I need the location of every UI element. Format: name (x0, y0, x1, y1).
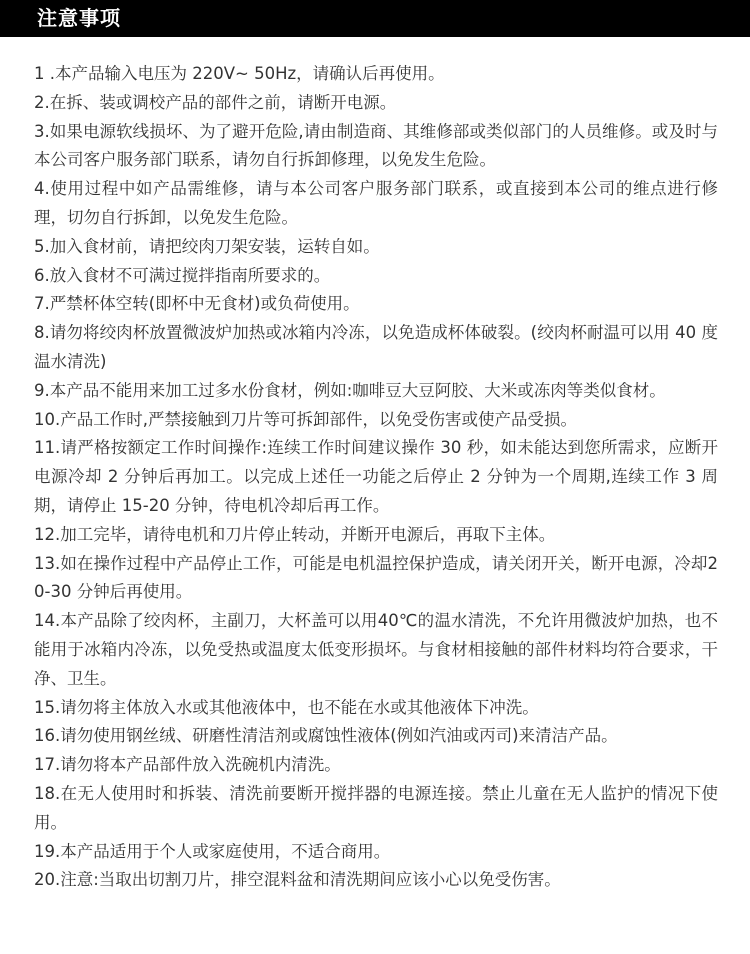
notice-list (34, 60, 718, 895)
notice-item-14: 14.本产品除了绞肉杯，主副刀，大杯盖可以用40℃的温水清洗，不允许用微波炉加热，也不能用于冰箱内冷冻，以免受热或温度太低变形损坏。与食材相接触的部件材料均符合要求，干净、卫生。 (34, 611, 718, 688)
page-title: 注意事项 (37, 6, 121, 30)
notice-item-15: 15.请勿将主体放入水或其他液体中，也不能在水或其他液体下冲洗。 (34, 697, 539, 717)
notice-item-19: 19.本产品适用于个人或家庭使用，不适合商用。 (34, 841, 391, 861)
notice-item-13: 13.如在操作过程中产品停止工作，可能是电机温控保护造成，请关闭开关，断开电源，冷却20-30 分钟后再使用。 (34, 553, 718, 602)
notice-item-20: 20.注意:当取出切割刀片，排空混料盆和清洗期间应该小心以免受伤害。 (34, 870, 561, 890)
notice-item-7: 7.严禁杯体空转(即杯中无食材)或负荷使用。 (34, 294, 360, 314)
notice-item-9: 9.本产品不能用来加工过多水份食材，例如:咖啡豆大豆阿胶、大米或冻肉等类似食材。 (34, 380, 666, 400)
notice-item-8: 8.请勿将绞肉杯放置微波炉加热或冰箱内冷冻，以免造成杯体破裂。(绞肉杯耐温可以用 40 度温水清洗) (34, 323, 718, 371)
notice-item-10: 10.产品工作时,严禁接触到刀片等可拆卸部件，以免受伤害或使产品受损。 (34, 409, 577, 429)
header-bar (0, 0, 750, 37)
notice-item-3: 3.如果电源软线损坏、为了避开危险,请由制造商、其维修部或类似部门的人员维修。或及时与本公司客户服务部门联系，请勿自行拆卸修理，以免发生危险。 (34, 121, 718, 170)
notice-item-17: 17.请勿将本产品部件放入洗碗机内清洗。 (34, 755, 341, 775)
notice-item-5: 5.加入食材前，请把绞肉刀架安装，运转自如。 (34, 236, 380, 256)
notice-item-4: 4.使用过程中如产品需维修，请与本公司客户服务部门联系，或直接到本公司的维点进行修理，切勿自行拆卸，以免发生危险。 (34, 179, 718, 227)
notice-item-16: 16.请勿使用钢丝绒、研磨性清洁剂或腐蚀性液体(例如汽油或丙司)来清洁产品。 (34, 726, 618, 746)
notice-item-1: 1 .本产品输入电压为 220V~ 50Hz，请确认后再使用。 (34, 64, 445, 83)
notice-item-12: 12.加工完毕，请待电机和刀片停止转动，并断开电源后，再取下主体。 (34, 524, 556, 544)
notice-item-18: 18.在无人使用时和拆装、清洗前要断开搅拌器的电源连接。禁止儿童在无人监护的情况下使用。 (34, 783, 718, 832)
notice-item-6: 6.放入食材不可满过搅拌指南所要求的。 (34, 265, 331, 285)
notice-item-11: 11.请严格按额定工作时间操作:连续工作时间建议操作 30 秒，如未能达到您所需求，应断开电源冷却 2 分钟后再加工。以完成上述任一功能之后停止 2 分钟为一个周期,连续工作 3 周期，请停止 15-20 分钟，待电机冷却后再工作。 (34, 438, 718, 515)
notice-item-2: 2.在拆、装或调校产品的部件之前，请断开电源。 (34, 92, 397, 112)
